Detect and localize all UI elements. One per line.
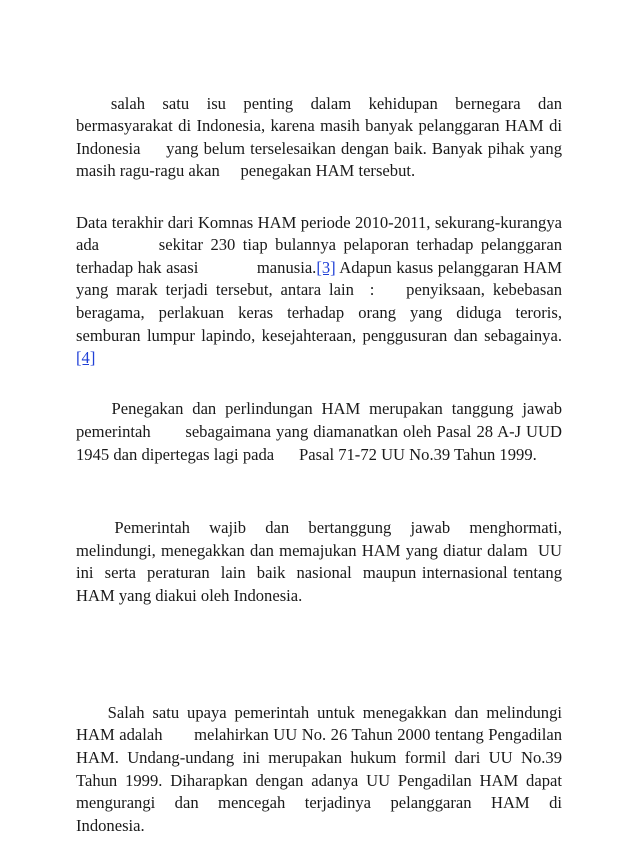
paragraph-5 — [76, 679, 596, 860]
paragraph-1 — [76, 70, 587, 206]
paragraph-4 — [76, 495, 571, 631]
reference-link-3[interactable]: [3] — [316, 257, 336, 277]
paragraph-2-text-part-2: Adapun kasus pelanggaran HAM yang marak terjadi tersebut, antara lain : penyiksaan, kebebasan beragama, perlakuan keras terhadap orang yang diduga teroris, semburan lumpur lapindo, kesejahteraan, penggusuran dan sebagainya. — [76, 257, 612, 345]
paragraph-3-text: Penegakan dan perlindungan HAM merupakan tanggung jawab pemerintah sebagaimana yang diamanatkan oleh Pasal 28 A-J UUD 1945 dan dipertegas lagi pada Pasal 71-72 UU No.39 Tahun 1999. — [76, 399, 567, 464]
paragraph-4-text: Pemerintah wajib dan bertanggung jawab menghormati, melindungi, menegakkan dan memajukan HAM yang diatur dalam UU ini serta peraturan lain baik nasional maupun internasional tentang HAM yang diakui oleh Indonesia. — [76, 518, 571, 606]
paragraph-1-text: salah satu isu penting dalam kehidupan bernegara dan bermasyarakat di Indonesia, karena masih banyak pelanggaran HAM di Indonesia yang belum terselesaikan dengan baik. Banyak pihak yang masih ragu-ragu akan penegakan HAM tersebut. — [76, 93, 587, 181]
reference-link-4[interactable]: [4] — [76, 348, 96, 368]
paragraph-3 — [76, 376, 567, 489]
paragraph-2 — [76, 212, 612, 370]
paragraph-5-text: Salah satu upaya pemerintah untuk menegakkan dan melindungi HAM adalah melahirkan UU No. 26 Tahun 2000 tentang Pengadilan HAM. Undang-undang ini merupakan hukum formil dari UU No.39 Tahun 1999. Diharapkan dengan adanya UU Pengadilan HAM dapat mengurangi dan mencegah terjadinya pelanggaran HAM di Indonesia. — [76, 702, 596, 835]
paragraph-2-text-part-1: Data terakhir dari Komnas HAM periode 2010-2011, sekurang-kurangya ada sekitar 230 tiap bulannya pelaporan terhadap pelanggaran terhadap hak asasi manusia. — [76, 212, 567, 277]
document-body — [76, 70, 612, 860]
